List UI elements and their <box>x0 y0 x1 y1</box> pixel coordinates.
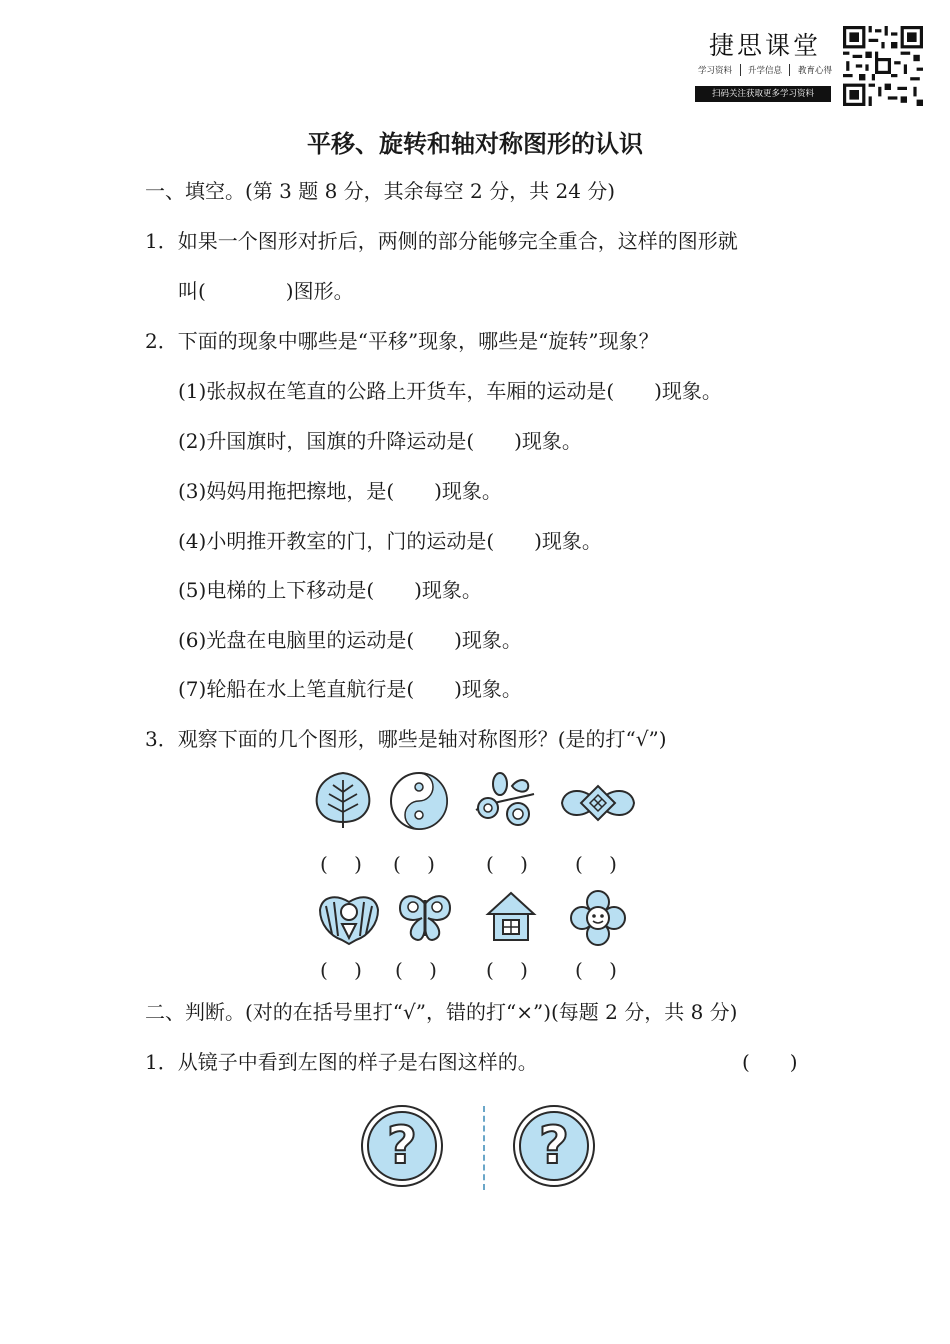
answer-paren[interactable]: ( ) <box>486 958 528 982</box>
question-glyph: ? <box>386 1116 418 1176</box>
s2-q1-answer-paren[interactable]: ( ) <box>742 1050 798 1074</box>
answer-paren[interactable]: ( ) <box>395 958 437 982</box>
q2-item: (1)张叔叔在笔直的公路上开货车，车厢的运动是( )现象。 <box>178 379 722 403</box>
answer-paren[interactable]: ( ) <box>575 852 617 876</box>
q2-item: (7)轮船在水上笔直航行是( )现象。 <box>178 677 522 701</box>
yin-yang-icon <box>388 770 450 832</box>
brand-link-education: 教育心得 <box>797 66 832 76</box>
mirror-original-figure <box>360 1104 444 1188</box>
answer-paren[interactable]: ( ) <box>320 958 362 982</box>
butterfly-icon <box>396 890 454 944</box>
answer-paren[interactable]: ( ) <box>486 852 528 876</box>
brand-links <box>695 64 835 76</box>
q1-line1: 1．如果一个图形对折后，两侧的部分能够完全重合，这样的图形就 <box>145 229 738 253</box>
q2-item: (2)升国旗时，国旗的升降运动是( )现象。 <box>178 429 582 453</box>
divider <box>740 64 741 76</box>
flowers-icon <box>470 770 540 832</box>
q2-item: (4)小明推开教室的门，门的运动是( )现象。 <box>178 529 602 553</box>
q3-stem: 3．观察下面的几个图形，哪些是轴对称图形？(是的打“√”) <box>145 727 667 751</box>
s2-q1: 1．从镜子中看到左图的样子是右图这样的。 <box>145 1050 538 1074</box>
page-title: 平移、旋转和轴对称图形的认识 <box>307 130 643 158</box>
mirror-reflected-figure <box>512 1104 596 1188</box>
question-glyph: ? <box>538 1116 570 1176</box>
brand-banner: 扫码关注获取更多学习资料 <box>695 86 831 102</box>
leaf-icon <box>312 770 374 832</box>
answer-paren[interactable]: ( ) <box>575 958 617 982</box>
q2-stem: 2．下面的现象中哪些是“平移”现象，哪些是“旋转”现象？ <box>145 329 659 353</box>
divider <box>789 64 790 76</box>
q2-item: (3)妈妈用拖把擦地，是( )现象。 <box>178 479 502 503</box>
section2-heading: 二、判断。(对的在括号里打“√”，错的打“×”)(每题 2 分，共 8 分) <box>145 1000 738 1024</box>
house-icon <box>484 890 538 944</box>
qr-code-icon <box>843 26 923 106</box>
q1-line2: 叫( )图形。 <box>178 279 354 303</box>
q2-item: (5)电梯的上下移动是( )现象。 <box>178 578 482 602</box>
brand-link-admission: 升学信息 <box>747 66 782 76</box>
brand-link-materials: 学习资料 <box>698 66 733 76</box>
flower-face-icon <box>570 890 626 946</box>
eagle-icon <box>316 888 382 946</box>
chinese-knot-icon <box>556 776 640 830</box>
brand-logo <box>695 26 835 108</box>
section1-heading: 一、填空。(第 3 题 8 分，其余每空 2 分，共 24 分) <box>145 179 616 203</box>
brand-name: 捷思课堂 <box>708 31 821 60</box>
answer-paren[interactable]: ( ) <box>393 852 435 876</box>
mirror-axis <box>483 1106 485 1190</box>
q2-item: (6)光盘在电脑里的运动是( )现象。 <box>178 628 522 652</box>
answer-paren[interactable]: ( ) <box>320 852 362 876</box>
